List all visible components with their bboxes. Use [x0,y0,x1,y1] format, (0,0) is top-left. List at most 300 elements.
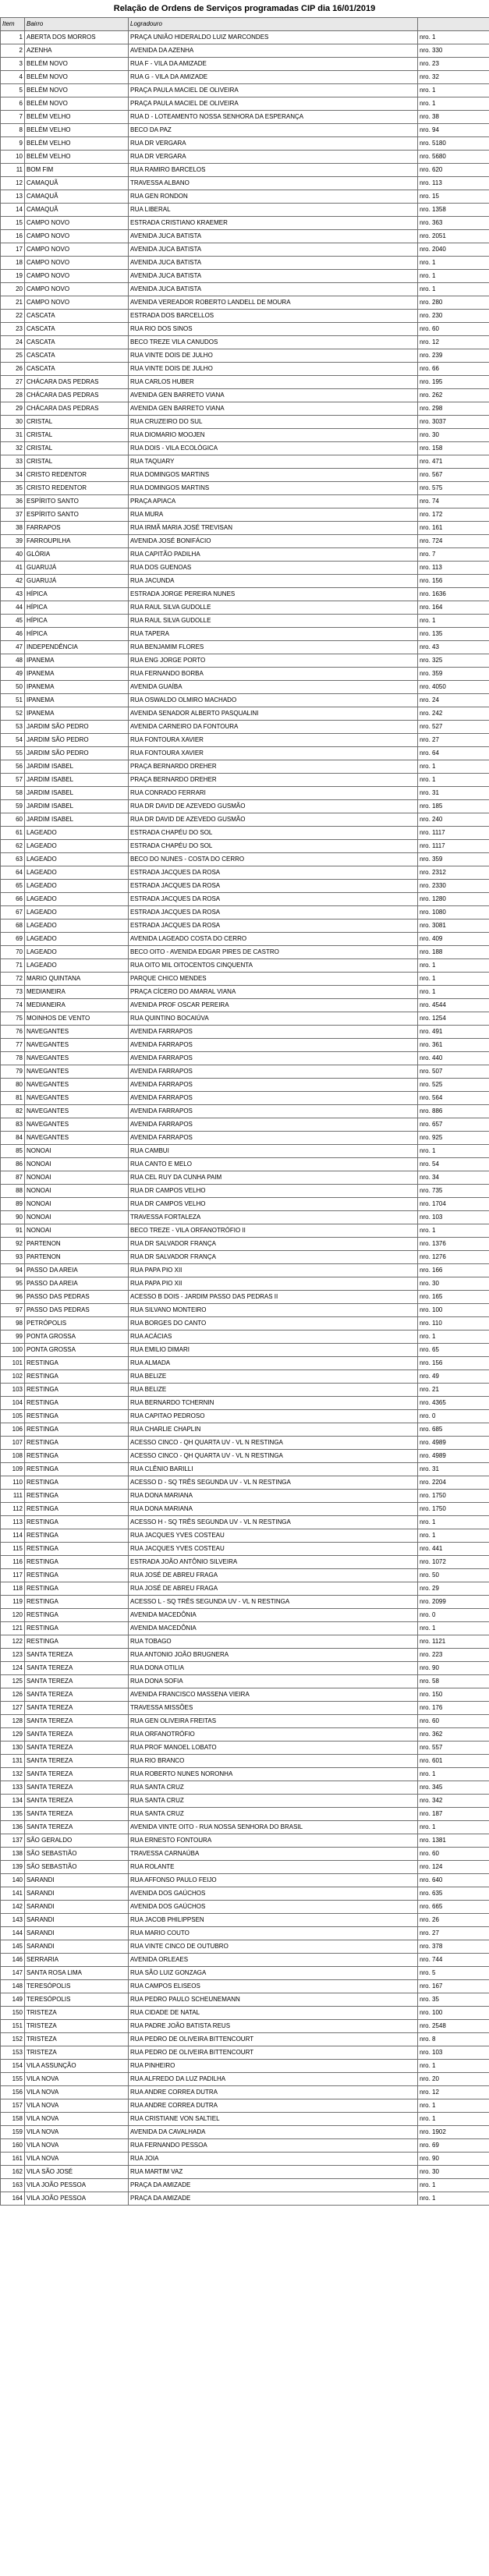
bairro-cell: BELÉM VELHO [25,124,129,137]
table-row [1,1238,489,1251]
number-cell: nro. 1 [418,1145,489,1158]
item-number: 131 [1,1755,25,1768]
table-row [1,1715,489,1728]
table-row [1,840,489,853]
bairro-cell: MEDIANEIRA [25,986,129,999]
table-row [1,1251,489,1264]
table-body [1,31,489,2206]
logradouro-cell: RUA DR CAMPOS VELHO [129,1185,418,1198]
number-cell: nro. 527 [418,721,489,734]
item-number: 88 [1,1185,25,1198]
logradouro-cell: AVENIDA DA CAVALHADA [129,2126,418,2139]
table-row [1,1755,489,1768]
number-cell: nro. 1 [418,1768,489,1781]
bairro-cell: NAVEGANTES [25,1132,129,1145]
item-number: 1 [1,31,25,44]
number-cell: nro. 60 [418,1715,489,1728]
number-cell: nro. 665 [418,1901,489,1914]
orders-table [0,17,489,2206]
item-number: 44 [1,601,25,615]
logradouro-cell: AVENIDA FARRAPOS [129,1052,418,1065]
number-cell: nro. 90 [418,2153,489,2166]
table-row [1,2139,489,2153]
item-number: 157 [1,2099,25,2113]
table-row [1,44,489,58]
number-cell: nro. 363 [418,217,489,230]
logradouro-cell: RUA JOSÉ DE ABREU FRAGA [129,1582,418,1596]
table-row [1,1688,489,1702]
bairro-cell: PARTENON [25,1251,129,1264]
logradouro-cell: RUA G - VILA DA AMIZADE [129,71,418,84]
table-row [1,217,489,230]
number-cell: nro. 361 [418,1039,489,1052]
table-row [1,946,489,959]
bairro-cell: NAVEGANTES [25,1065,129,1079]
item-number: 66 [1,893,25,906]
logradouro-cell: RUA MARTIM VAZ [129,2166,418,2179]
logradouro-cell: PRAÇA BERNARDO DREHER [129,760,418,774]
item-number: 33 [1,455,25,469]
bairro-cell: CAMPO NOVO [25,217,129,230]
logradouro-cell: RUA JACQUES YVES COSTEAU [129,1529,418,1543]
item-number: 140 [1,1874,25,1887]
logradouro-cell: AVENIDA FARRAPOS [129,1118,418,1132]
number-cell: nro. 7 [418,548,489,562]
number-cell: nro. 1 [418,2099,489,2113]
bairro-cell: NAVEGANTES [25,1092,129,1105]
table-row [1,137,489,151]
bairro-cell: BELÉM VELHO [25,151,129,164]
item-number: 48 [1,654,25,668]
bairro-cell: BELÉM NOVO [25,58,129,71]
table-row [1,1914,489,1927]
table-row [1,190,489,204]
table-row [1,721,489,734]
number-cell: nro. 195 [418,376,489,389]
bairro-cell: NONOAI [25,1185,129,1198]
item-number: 43 [1,588,25,601]
item-number: 57 [1,774,25,787]
number-cell: nro. 30 [418,1277,489,1291]
number-cell: nro. 8 [418,2033,489,2046]
bairro-cell: IPANEMA [25,681,129,694]
bairro-cell: RESTINGA [25,1529,129,1543]
table-row [1,588,489,601]
item-number: 47 [1,641,25,654]
logradouro-cell: PRAÇA PAULA MACIEL DE OLIVEIRA [129,97,418,111]
number-cell: nro. 29 [418,1582,489,1596]
number-cell: nro. 2051 [418,230,489,243]
number-cell: nro. 345 [418,1781,489,1795]
item-number: 41 [1,562,25,575]
bairro-cell: RESTINGA [25,1397,129,1410]
table-row [1,204,489,217]
item-number: 46 [1,628,25,641]
bairro-cell: CASCATA [25,323,129,336]
bairro-cell: SANTA TEREZA [25,1675,129,1688]
number-cell: nro. 1 [418,97,489,111]
logradouro-cell: RUA DONA OTILIA [129,1662,418,1675]
number-cell: nro. 64 [418,747,489,760]
logradouro-cell: PRAÇA BERNARDO DREHER [129,774,418,787]
number-cell: nro. 2099 [418,1596,489,1609]
bairro-cell: CRISTAL [25,455,129,469]
number-cell: nro. 1254 [418,1012,489,1026]
bairro-cell: LAGEADO [25,959,129,973]
number-cell: nro. 925 [418,1132,489,1145]
logradouro-cell: RUA VINTE DOIS DE JULHO [129,349,418,363]
table-row [1,628,489,641]
bairro-cell: IPANEMA [25,668,129,681]
number-cell: nro. 50 [418,1569,489,1582]
number-cell: nro. 43 [418,641,489,654]
logradouro-cell: RUA RIO DOS SINOS [129,323,418,336]
bairro-cell: JARDIM SÃO PEDRO [25,747,129,760]
item-number: 53 [1,721,25,734]
logradouro-cell: AVENIDA GEN BARRETO VIANA [129,389,418,402]
number-cell: nro. 471 [418,455,489,469]
table-row [1,1742,489,1755]
bairro-cell: RESTINGA [25,1384,129,1397]
item-number: 159 [1,2126,25,2139]
bairro-cell: RESTINGA [25,1569,129,1582]
logradouro-cell: RUA DOMINGOS MARTINS [129,482,418,495]
item-number: 54 [1,734,25,747]
table-row [1,1503,489,1516]
bairro-cell: JARDIM ISABEL [25,760,129,774]
logradouro-cell: RUA ROBERTO NUNES NORONHA [129,1768,418,1781]
table-row [1,97,489,111]
logradouro-cell: RUA CANTO E MELO [129,1158,418,1171]
logradouro-cell: ACESSO CINCO - QH QUARTA UV - VL N RESTINGA [129,1450,418,1463]
logradouro-cell: RUA ANDRE CORREA DUTRA [129,2099,418,2113]
logradouro-cell: RUA CIDADE DE NATAL [129,2007,418,2020]
item-number: 68 [1,919,25,933]
logradouro-cell: RUA CONRADO FERRARI [129,787,418,800]
logradouro-cell: AVENIDA SENADOR ALBERTO PASQUALINI [129,707,418,721]
item-number: 141 [1,1887,25,1901]
number-cell: nro. 30 [418,2166,489,2179]
item-number: 55 [1,747,25,760]
table-row [1,1052,489,1065]
logradouro-cell: TRAVESSA MISSÕES [129,1702,418,1715]
logradouro-cell: RUA JACUNDA [129,575,418,588]
table-row [1,1079,489,1092]
bairro-cell: FARROUPILHA [25,535,129,548]
item-number: 148 [1,1980,25,1993]
bairro-cell: RESTINGA [25,1516,129,1529]
table-row [1,1887,489,1901]
item-number: 27 [1,376,25,389]
item-number: 105 [1,1410,25,1423]
logradouro-cell: RUA DR SALVADOR FRANÇA [129,1238,418,1251]
table-row [1,1171,489,1185]
logradouro-cell: RUA OITO MIL OITOCENTOS CINQUENTA [129,959,418,973]
bairro-cell: NAVEGANTES [25,1052,129,1065]
item-number: 136 [1,1821,25,1834]
number-cell: nro. 1117 [418,827,489,840]
bairro-cell: NONOAI [25,1158,129,1171]
logradouro-cell: ESTRADA CHAPÉU DO SOL [129,827,418,840]
number-cell: nro. 35 [418,1993,489,2007]
logradouro-cell: AVENIDA MACEDÔNIA [129,1609,418,1622]
number-cell: nro. 100 [418,1304,489,1317]
table-row [1,31,489,44]
item-number: 150 [1,2007,25,2020]
bairro-cell: PONTA GROSSA [25,1331,129,1344]
table-row [1,1596,489,1609]
number-cell: nro. 620 [418,164,489,177]
logradouro-cell: ESTRADA JACQUES DA ROSA [129,906,418,919]
item-number: 110 [1,1476,25,1490]
item-number: 162 [1,2166,25,2179]
number-cell: nro. 4989 [418,1437,489,1450]
item-number: 4 [1,71,25,84]
logradouro-cell: RUA TAQUARY [129,455,418,469]
logradouro-cell: ESTRADA DOS BARCELLOS [129,310,418,323]
bairro-cell: LAGEADO [25,866,129,880]
table-row [1,164,489,177]
logradouro-cell: TRAVESSA FORTALEZA [129,1211,418,1224]
item-number: 104 [1,1397,25,1410]
bairro-cell: NAVEGANTES [25,1105,129,1118]
bairro-cell: CHÁCARA DAS PEDRAS [25,389,129,402]
bairro-cell: SANTA TEREZA [25,1742,129,1755]
number-cell: nro. 744 [418,1954,489,1967]
bairro-cell: RESTINGA [25,1423,129,1437]
number-cell: nro. 325 [418,654,489,668]
number-cell: nro. 3037 [418,416,489,429]
logradouro-cell: ESTRADA JACQUES DA ROSA [129,893,418,906]
logradouro-cell: PRAÇA DA AMIZADE [129,2179,418,2192]
table-row [1,1980,489,1993]
bairro-cell: VILA NOVA [25,2153,129,2166]
item-number: 97 [1,1304,25,1317]
logradouro-cell: ESTRADA JORGE PEREIRA NUNES [129,588,418,601]
item-number: 102 [1,1370,25,1384]
item-number: 160 [1,2139,25,2153]
table-row [1,1808,489,1821]
bairro-cell: IPANEMA [25,707,129,721]
logradouro-cell: RUA ERNESTO FONTOURA [129,1834,418,1848]
logradouro-cell: AVENIDA DA AZENHA [129,44,418,58]
item-number: 21 [1,296,25,310]
table-row [1,774,489,787]
bairro-cell: IPANEMA [25,694,129,707]
bairro-cell: NONOAI [25,1198,129,1211]
item-number: 75 [1,1012,25,1026]
bairro-cell: RESTINGA [25,1556,129,1569]
table-row [1,283,489,296]
bairro-cell: MARIO QUINTANA [25,973,129,986]
number-cell: nro. 491 [418,1026,489,1039]
bairro-cell: SANTA TEREZA [25,1702,129,1715]
logradouro-cell: RUA JACOB PHILIPPSEN [129,1914,418,1927]
bairro-cell: CAMPO NOVO [25,243,129,257]
item-number: 118 [1,1582,25,1596]
number-cell: nro. 4989 [418,1450,489,1463]
number-cell: nro. 525 [418,1079,489,1092]
table-row [1,2099,489,2113]
number-cell: nro. 60 [418,323,489,336]
bairro-cell: JARDIM ISABEL [25,787,129,800]
number-cell: nro. 1 [418,973,489,986]
logradouro-cell: RUA DR SALVADOR FRANÇA [129,1251,418,1264]
bairro-cell: CAMPO NOVO [25,270,129,283]
number-cell: nro. 65 [418,1344,489,1357]
table-row [1,1317,489,1331]
number-cell: nro. 735 [418,1185,489,1198]
item-number: 84 [1,1132,25,1145]
number-cell: nro. 31 [418,787,489,800]
item-number: 115 [1,1543,25,1556]
number-cell: nro. 103 [418,1211,489,1224]
bairro-cell: RESTINGA [25,1410,129,1423]
item-number: 128 [1,1715,25,1728]
item-number: 145 [1,1940,25,1954]
table-row [1,2060,489,2073]
number-cell: nro. 32 [418,71,489,84]
bairro-cell: VILA JOÃO PESSOA [25,2179,129,2192]
item-number: 37 [1,508,25,522]
bairro-cell: CASCATA [25,336,129,349]
number-cell: nro. 657 [418,1118,489,1132]
table-row [1,893,489,906]
table-row [1,2192,489,2206]
logradouro-cell: RUA CARLOS HUBER [129,376,418,389]
table-row [1,615,489,628]
bairro-cell: GLÓRIA [25,548,129,562]
table-row [1,1940,489,1954]
bairro-cell: SANTA TEREZA [25,1662,129,1675]
table-row [1,1185,489,1198]
item-number: 2 [1,44,25,58]
bairro-cell: RESTINGA [25,1543,129,1556]
bairro-cell: NONOAI [25,1171,129,1185]
item-number: 107 [1,1437,25,1450]
bairro-cell: CASCATA [25,310,129,323]
number-cell: nro. 1 [418,84,489,97]
item-number: 52 [1,707,25,721]
number-cell: nro. 359 [418,668,489,681]
bairro-cell: NONOAI [25,1224,129,1238]
bairro-cell: PONTA GROSSA [25,1344,129,1357]
table-row [1,1516,489,1529]
table-row [1,2033,489,2046]
number-cell: nro. 0 [418,1609,489,1622]
bairro-cell: RESTINGA [25,1437,129,1450]
item-number: 77 [1,1039,25,1052]
table-row [1,1357,489,1370]
item-number: 9 [1,137,25,151]
table-row [1,1092,489,1105]
bairro-cell: FARRAPOS [25,522,129,535]
logradouro-cell: RUA SILVANO MONTEIRO [129,1304,418,1317]
logradouro-cell: AVENIDA JUCA BATISTA [129,243,418,257]
bairro-cell: SANTA TEREZA [25,1649,129,1662]
item-number: 73 [1,986,25,999]
item-number: 95 [1,1277,25,1291]
item-number: 81 [1,1092,25,1105]
number-cell: nro. 685 [418,1423,489,1437]
number-cell: nro. 156 [418,575,489,588]
table-row [1,296,489,310]
item-number: 98 [1,1317,25,1331]
number-cell: nro. 24 [418,694,489,707]
logradouro-cell: PRAÇA DA AMIZADE [129,2192,418,2206]
item-number: 67 [1,906,25,919]
number-cell: nro. 1 [418,760,489,774]
number-cell: nro. 280 [418,296,489,310]
number-cell: nro. 1 [418,2113,489,2126]
header-number [418,18,489,31]
table-row [1,1490,489,1503]
table-row [1,1821,489,1834]
number-cell: nro. 409 [418,933,489,946]
logradouro-cell: RUA DR CAMPOS VELHO [129,1198,418,1211]
number-cell: nro. 27 [418,1927,489,1940]
number-cell: nro. 441 [418,1543,489,1556]
table-row [1,1344,489,1357]
bairro-cell: SANTA TEREZA [25,1768,129,1781]
logradouro-cell: ACESSO D - SQ TRÊS SEGUNDA UV - VL N RESTINGA [129,1476,418,1490]
table-row [1,1264,489,1277]
item-number: 125 [1,1675,25,1688]
bairro-cell: RESTINGA [25,1357,129,1370]
item-number: 153 [1,2046,25,2060]
logradouro-cell: RUA VINTE DOIS DE JULHO [129,363,418,376]
table-row [1,243,489,257]
bairro-cell: VILA ASSUNÇÃO [25,2060,129,2073]
item-number: 99 [1,1331,25,1344]
table-row [1,442,489,455]
item-number: 38 [1,522,25,535]
bairro-cell: SARANDI [25,1901,129,1914]
number-cell: nro. 90 [418,1662,489,1675]
item-number: 79 [1,1065,25,1079]
bairro-cell: PASSO DA AREIA [25,1277,129,1291]
logradouro-cell: RUA CEL RUY DA CUNHA PAIM [129,1171,418,1185]
item-number: 69 [1,933,25,946]
logradouro-cell: RUA RAMIRO BARCELOS [129,164,418,177]
table-row [1,2073,489,2086]
table-row [1,1463,489,1476]
logradouro-cell: PRAÇA PAULA MACIEL DE OLIVEIRA [129,84,418,97]
item-number: 31 [1,429,25,442]
item-number: 106 [1,1423,25,1437]
table-row [1,323,489,336]
table-row [1,973,489,986]
table-row [1,880,489,893]
item-number: 7 [1,111,25,124]
bairro-cell: TRISTEZA [25,2046,129,2060]
report-title: Relação de Ordens de Serviços programadas CIP dia 16/01/2019 [113,4,376,13]
number-cell: nro. 49 [418,1370,489,1384]
number-cell: nro. 564 [418,1092,489,1105]
table-row [1,1675,489,1688]
bairro-cell: MEDIANEIRA [25,999,129,1012]
bairro-cell: VILA JOÃO PESSOA [25,2192,129,2206]
table-row [1,429,489,442]
logradouro-cell: RUA IRMÃ MARIA JOSÉ TREVISAN [129,522,418,535]
table-row [1,1954,489,1967]
item-number: 16 [1,230,25,243]
logradouro-cell: RUA BENJAMIM FLORES [129,641,418,654]
number-cell: nro. 164 [418,601,489,615]
number-cell: nro. 27 [418,734,489,747]
logradouro-cell: AVENIDA MACEDÔNIA [129,1622,418,1635]
item-number: 129 [1,1728,25,1742]
